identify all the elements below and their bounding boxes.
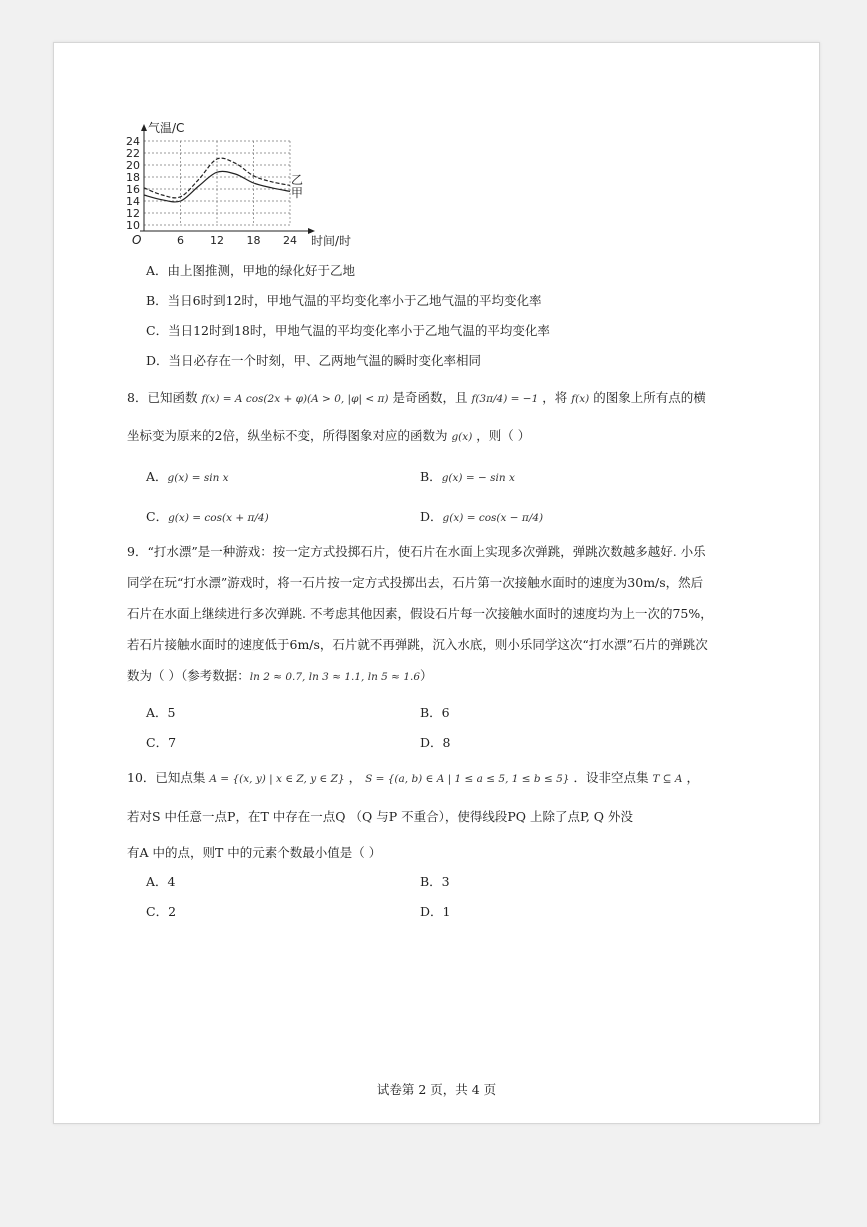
q8-option-a: A．g(x) = sin x <box>146 469 229 484</box>
q10-stem-line1: 10．已知点集 A = {(x, y) | x ∈ Z, y ∈ Z} ， S = {(a, b) ∈ A | 1 ≤ a ≤ 5, 1 ≤ b ≤ 5} ．设非空点集 T ⊆ A ， <box>127 770 700 785</box>
q10-stem-line2: 若对S 中任意一点P，在T 中存在一点Q （Q 与P 不重合），使得线段PQ 上除了点P, Q 外没 <box>127 809 634 824</box>
q10-option-b: B．3 <box>420 874 450 889</box>
x-tick-label: 12 <box>210 234 224 247</box>
y-tick-label: 22 <box>126 147 140 160</box>
q10-option-c: C．2 <box>146 904 177 919</box>
x-tick-label: 24 <box>283 234 297 247</box>
q7-option-d: D．当日必存在一个时刻，甲、乙两地气温的瞬时变化率相同 <box>146 353 482 368</box>
q8-option-c: C．g(x) = cos(x + π/4) <box>146 509 269 524</box>
q9-stem-line3: 石片在水面上继续进行多次弹跳. 不考虑其他因素，假设石片每一次接触水面时的速度均为上一次的75%， <box>127 606 713 621</box>
q7-option-c: C．当日12时到18时，甲地气温的平均变化率小于乙地气温的平均变化率 <box>146 323 550 338</box>
page-footer: 试卷第 2 页，共 4 页 <box>376 1082 497 1097</box>
y-tick-label: 14 <box>126 195 140 208</box>
y-axis-arrow <box>141 124 147 131</box>
q7-option-b: B．当日6时到12时，甲地气温的平均变化率小于乙地气温的平均变化率 <box>146 293 542 308</box>
q8-stem-line1: 8．已知函数 f(x) = A cos(2x + φ)(A > 0, |φ| < π) 是奇函数，且 f(3π/4) = −1 ，将 f(x) 的图象上所有点的横 <box>127 390 706 405</box>
q7-option-a: A．由上图推测，甲地的绿化好于乙地 <box>146 263 356 278</box>
q9-stem-line4: 若石片接触水面时的速度低于6m/s，石片就不再弹跳，沉入水底，则小乐同学这次“打水漂”石片的弹跳次 <box>127 637 708 652</box>
q10-option-d: D．1 <box>420 904 451 919</box>
y-tick-label: 12 <box>126 207 140 220</box>
y-tick-label: 10 <box>126 219 140 232</box>
x-tick-label: 18 <box>246 234 261 247</box>
exam-page <box>53 42 820 1124</box>
q10-stem-line3: 有A 中的点，则T 中的元素个数最小值是（ ） <box>127 845 382 860</box>
q8-option-b: B．g(x) = − sin x <box>420 469 515 484</box>
q9-stem-line1: 9．“打水漂”是一种游戏：按一定方式投掷石片，使石片在水面上实现多次弹跳，弹跳次数越多越好. 小乐 <box>127 544 706 559</box>
temperature-chart <box>124 113 424 253</box>
y-tick-label: 18 <box>126 171 140 184</box>
y-tick-label: 20 <box>126 159 140 172</box>
chart-xlabel: 时间/时 <box>311 234 352 248</box>
series-label-jia: 甲 <box>291 186 304 200</box>
q9-option-a: A．5 <box>146 705 176 720</box>
q9-option-d: D．8 <box>420 735 451 750</box>
q8-stem-line2: 坐标变为原来的2倍，纵坐标不变，所得图象对应的函数为 g(x) ，则（ ） <box>127 428 531 443</box>
chart-ylabel: 气温/C <box>148 121 185 135</box>
q10-option-a: A．4 <box>146 874 176 889</box>
q9-option-c: C．7 <box>146 735 177 750</box>
q8-option-d: D．g(x) = cos(x − π/4) <box>420 509 544 524</box>
q9-option-b: B．6 <box>420 705 450 720</box>
series-label-yi: 乙 <box>291 173 304 187</box>
y-tick-label: 16 <box>126 183 140 196</box>
y-tick-label: 24 <box>126 135 140 148</box>
q8-function-def: f(x) = A cos(2x + φ)(A > 0, |φ| < π) <box>201 393 389 405</box>
q9-stem-line2: 同学在玩“打水漂”游戏时，将一石片按一定方式投掷出去，石片第一次接触水面时的速度为30m/s，然后 <box>127 575 704 590</box>
x-tick-label: 6 <box>177 234 184 247</box>
q8-condition: f(3π/4) = −1 <box>471 393 539 405</box>
chart-origin: O <box>132 233 142 247</box>
q9-stem-line5: 数为（ ）（参考数据：ln 2 ≈ 0.7, ln 3 ≈ 1.1, ln 5 ≈ 1.6） <box>127 668 433 683</box>
